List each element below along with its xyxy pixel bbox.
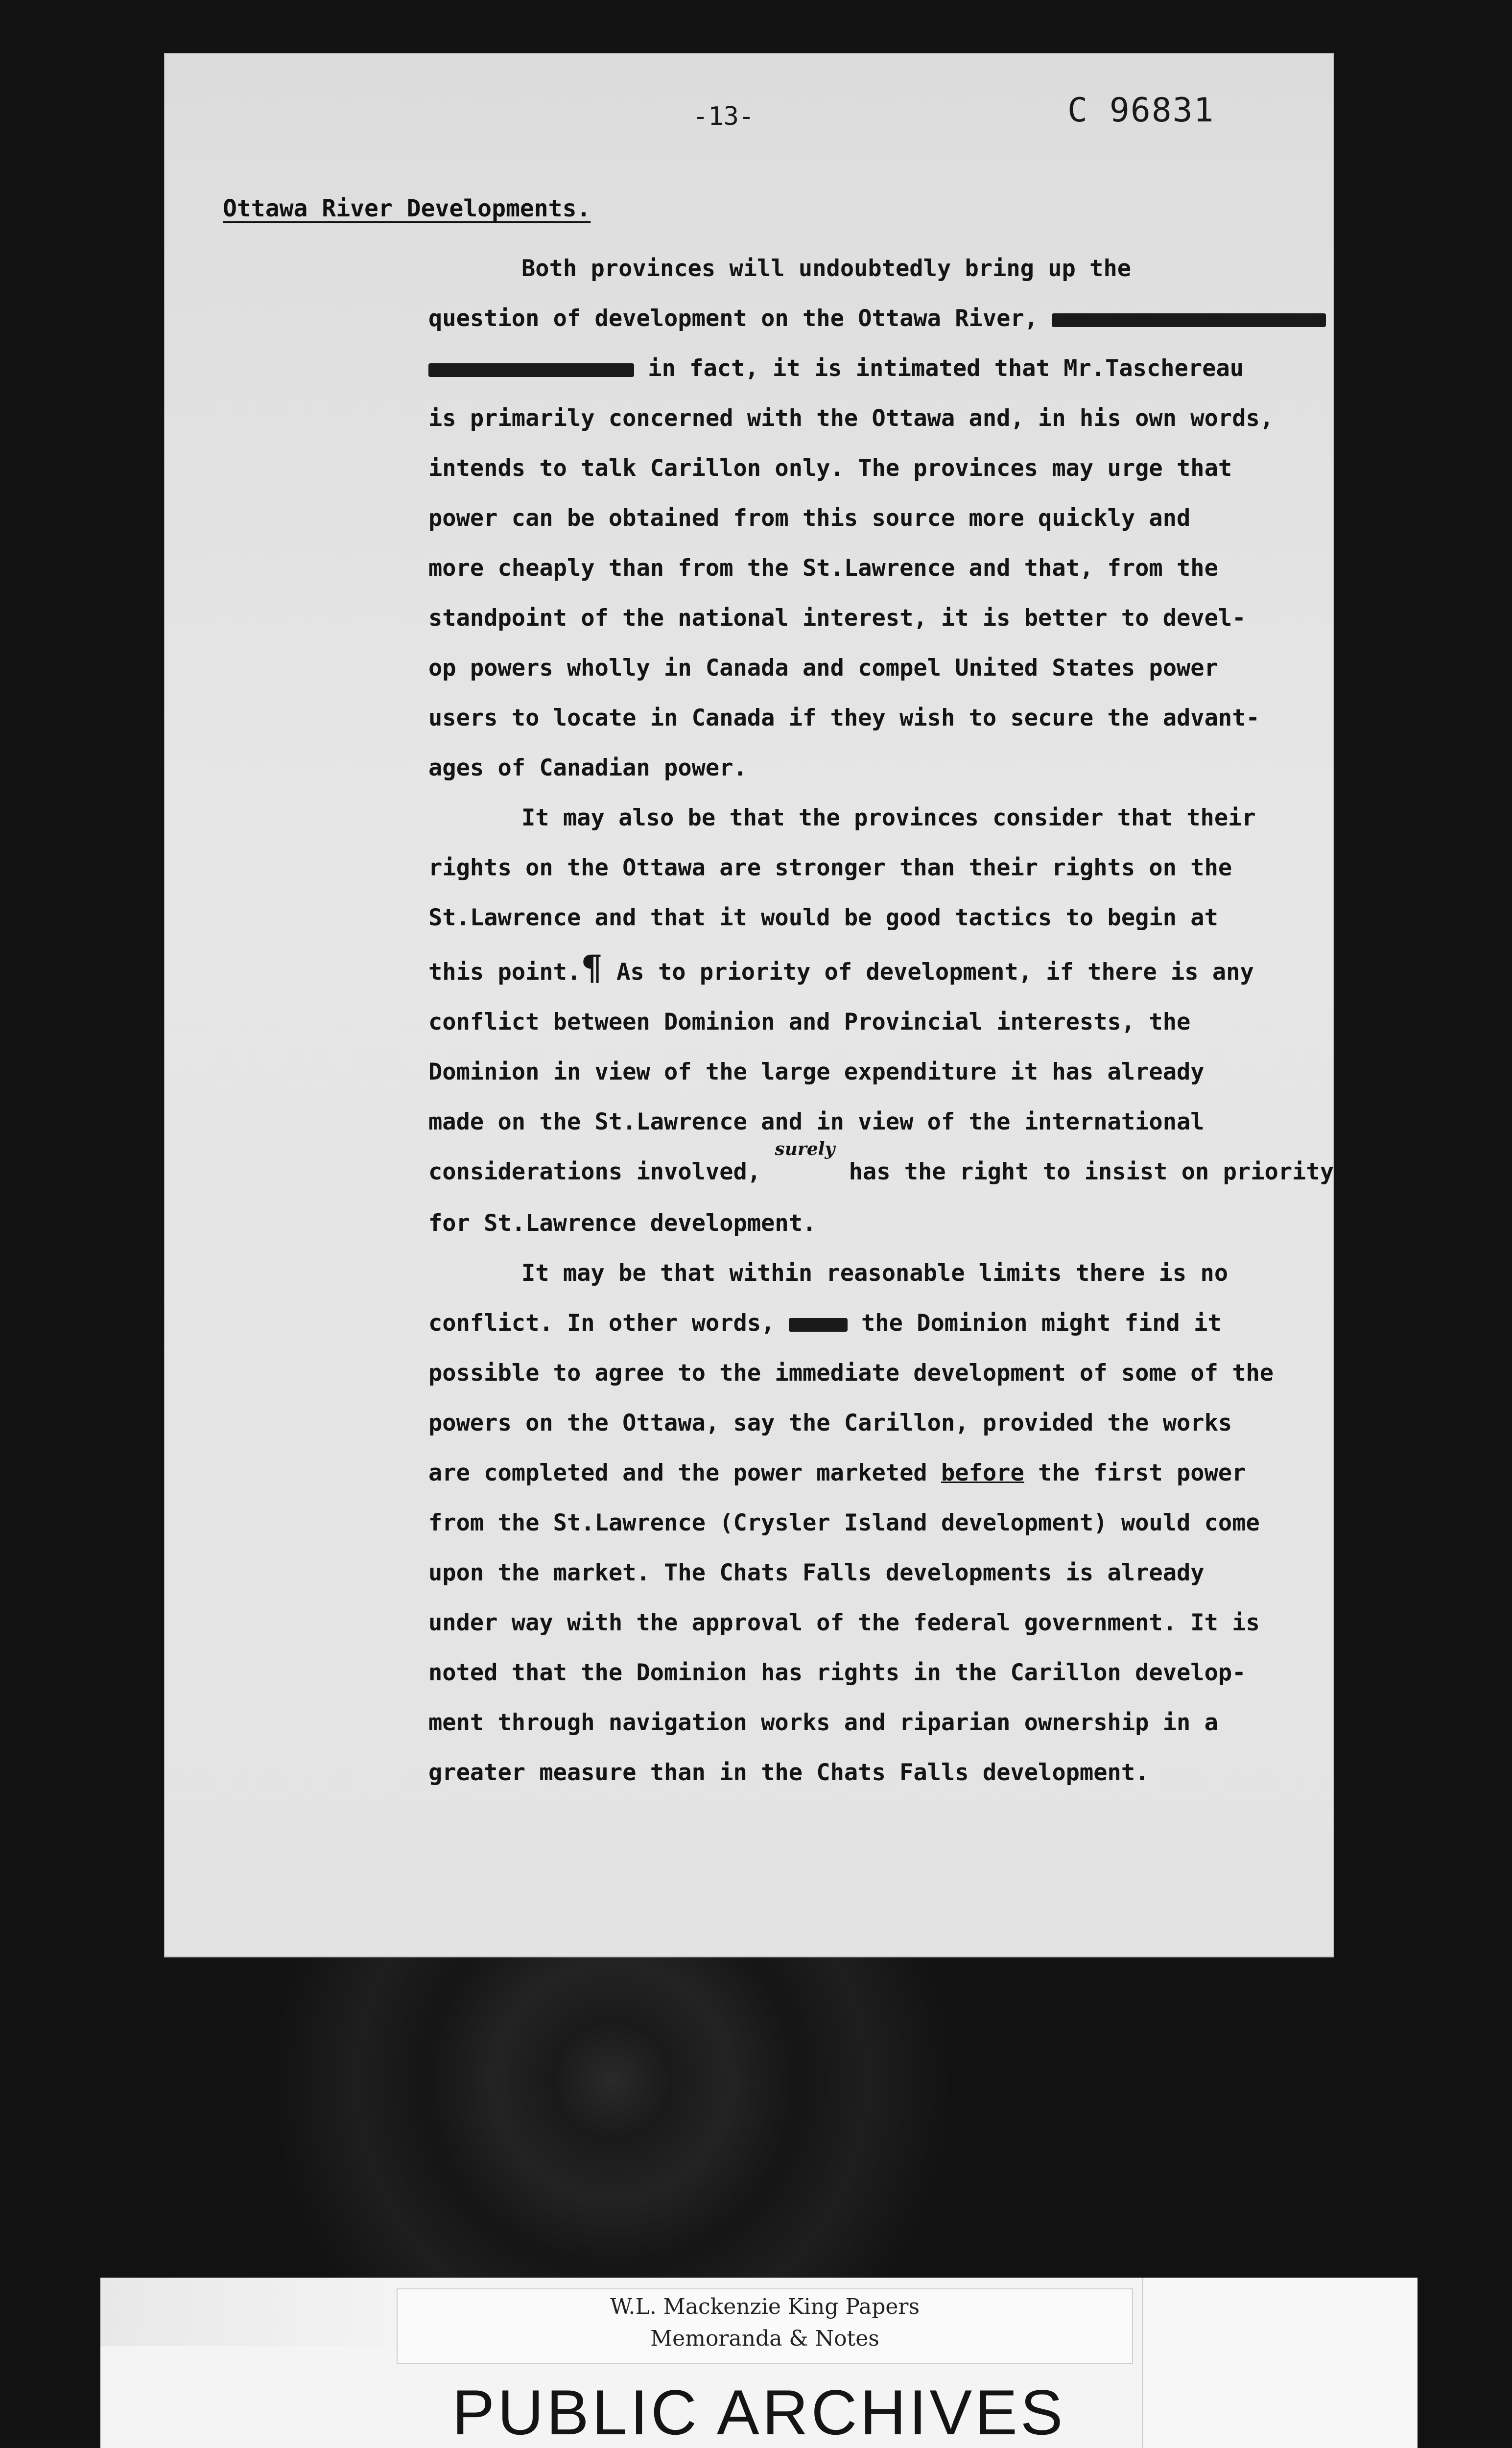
text-fragment: are completed and the power marketed [428, 1459, 927, 1486]
text-fragment: this point. [428, 959, 581, 986]
handwritten-insertion: surely [775, 1139, 835, 1159]
text-line: conflict between Dominion and Provincial interests, the [428, 1009, 1191, 1036]
text-line: users to locate in Canada if they wish to secure the advant- [428, 705, 1260, 731]
text-line: power can be obtained from this source more quickly and [428, 505, 1191, 532]
torn-paper-edge [100, 2278, 419, 2346]
text-fragment: the first power [1038, 1459, 1246, 1486]
page-number: -13- [693, 102, 755, 131]
text-line: rights on the Ottawa are stronger than their rights on the [428, 854, 1232, 881]
text-line: powers on the Ottawa, say the Carillon, provided the works [428, 1410, 1232, 1436]
text-line [428, 1448, 1310, 1498]
text-line: ment through navigation works and riparian ownership in a [428, 1709, 1218, 1736]
collection-name: W.L. Mackenzie King Papers [610, 2294, 920, 2319]
collection-label [397, 2288, 1133, 2364]
text-line: from the St.Lawrence (Crysler Island development) would come [428, 1509, 1260, 1536]
text-line: ages of Canadian power. [428, 754, 747, 781]
text-line: standpoint of the national interest, it is better to devel- [428, 605, 1246, 632]
struck-out-text [428, 363, 634, 377]
text-line: Dominion in view of the large expenditure it has already [428, 1059, 1205, 1085]
text-line [428, 943, 1310, 997]
text-line: made on the St.Lawrence and in view of the international [428, 1108, 1205, 1135]
underlined-word: before [941, 1459, 1024, 1486]
handwritten-paragraph-mark-icon: ¶ [581, 947, 603, 988]
text-line: Both provinces will undoubtedly bring up the [521, 255, 1132, 282]
reference-number: C 96831 [1067, 91, 1215, 130]
text-line: possible to agree to the immediate development of some of the [428, 1360, 1274, 1387]
text-fragment: As to priority of development, if there is any [616, 959, 1254, 986]
document-page [164, 53, 1334, 1957]
archive-label [100, 2278, 1418, 2448]
text-line: noted that the Dominion has rights in the Carillon develop- [428, 1659, 1246, 1686]
text-line [428, 1139, 1334, 1199]
text-line [428, 294, 1310, 344]
struck-out-text [1052, 313, 1326, 327]
text-line: intends to talk Carillon only. The provinces may urge that [428, 455, 1232, 482]
text-fragment: has the right to insist on priority [849, 1158, 1334, 1185]
text-fragment: conflict. In other words, [428, 1310, 775, 1337]
archive-title-english: PUBLIC ARCHIVES [452, 2377, 1066, 2448]
text-line: It may be that within reasonable limits there is no [521, 1260, 1228, 1287]
text-line [428, 344, 1310, 394]
section-title: Ottawa River Developments. [223, 195, 591, 222]
text-line [428, 1298, 1310, 1348]
text-fragment: question of development on the Ottawa River, [428, 305, 1039, 332]
struck-out-text [789, 1318, 848, 1332]
text-line: upon the market. The Chats Falls developments is already [428, 1559, 1205, 1586]
body-text [428, 244, 1334, 1798]
series-name: Memoranda & Notes [650, 2326, 879, 2351]
text-line: is primarily concerned with the Ottawa and, in his own words, [428, 405, 1274, 432]
text-fragment: considerations involved, [428, 1158, 761, 1185]
text-line: more cheaply than from the St.Lawrence and that, from the [428, 555, 1218, 582]
text-fragment: in fact, it is intimated that Mr.Taschereau [648, 355, 1244, 382]
text-fragment: the Dominion might find it [861, 1310, 1222, 1337]
text-line: under way with the approval of the federal government. It is [428, 1609, 1260, 1636]
text-line: greater measure than in the Chats Falls development. [428, 1759, 1149, 1786]
text-line: op powers wholly in Canada and compel United States power [428, 655, 1218, 682]
text-line: It may also be that the provinces consider that their [521, 804, 1256, 831]
text-line: St.Lawrence and that it would be good tactics to begin at [428, 904, 1218, 931]
text-line: for St.Lawrence development. [428, 1210, 817, 1237]
